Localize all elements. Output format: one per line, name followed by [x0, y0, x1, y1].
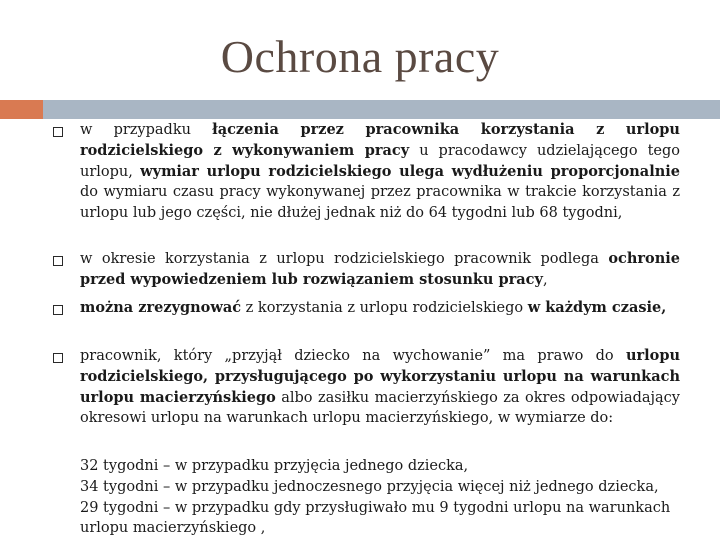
- text: u pracodawcy udzielającego tego urlopu,: [80, 142, 681, 180]
- hollow-square-bullet-icon: [53, 127, 63, 137]
- text: ,: [542, 271, 548, 288]
- bold-text: łączenia przez pracownika korzystania z urlopu rodzicielskiego z wykonywaniem pracy: [80, 121, 680, 159]
- bold-text: ochronie przed wypowiedzeniem lub rozwiązaniem stosunku pracy: [80, 250, 680, 288]
- sublist-item: 34 tygodni – w przypadku jednoczesnego przyjęcia więcej niż jednego dziecka,: [80, 478, 659, 495]
- bullet-item: [80, 249, 680, 291]
- sublist: [80, 456, 680, 539]
- bullet-item: [80, 346, 680, 429]
- text: z korzystania z urlopu rodzicielskiego: [241, 300, 528, 316]
- sublist-item: 29 tygodni – w przypadku gdy przysługiwało mu 9 tygodni urlopu na warunkach urlopu macierzyńskiego ,: [80, 499, 671, 537]
- text: do wymiaru czasu pracy wykonywanej przez pracownika w trakcie korzystania z urlopu lub jego części, nie dłużej jednak niż do 64 tygodni lub 68 tygodni,: [80, 184, 680, 222]
- header-accent-bar: [0, 100, 43, 119]
- text: pracownik, który „przyjął dziecko na wychowanie” ma prawo do: [80, 348, 626, 364]
- text: w przypadku: [80, 122, 213, 138]
- bullet-item: [80, 298, 680, 319]
- bold-text: wymiar urlopu rodzicielskiego ulega wydłużeniu proporcjonalnie: [140, 162, 680, 180]
- hollow-square-bullet-icon: [53, 353, 63, 363]
- bold-text: urlopu rodzicielskiego, przysługującego po wykorzystaniu urlopu na warunkach urlopu macierzyńskiego: [80, 347, 680, 406]
- header-bar: [43, 100, 720, 119]
- bold-text: można zrezygnować: [80, 299, 242, 316]
- bullet-item: [80, 120, 680, 224]
- bold-text: w każdym czasie,: [527, 299, 667, 316]
- slide-title: Ochrona pracy: [220, 31, 500, 82]
- sublist-item: 32 tygodni – w przypadku przyjęcia jednego dziecka,: [80, 458, 469, 474]
- text: albo zasiłku macierzyńskiego za okres odpowiadający okresowi urlopu na warunkach urlopu macierzyńskiego, w wymiarze do:: [80, 389, 680, 427]
- hollow-square-bullet-icon: [53, 256, 63, 266]
- hollow-square-bullet-icon: [53, 305, 63, 315]
- text: w okresie korzystania z urlopu rodzicielskiego pracownik podlega: [80, 251, 609, 267]
